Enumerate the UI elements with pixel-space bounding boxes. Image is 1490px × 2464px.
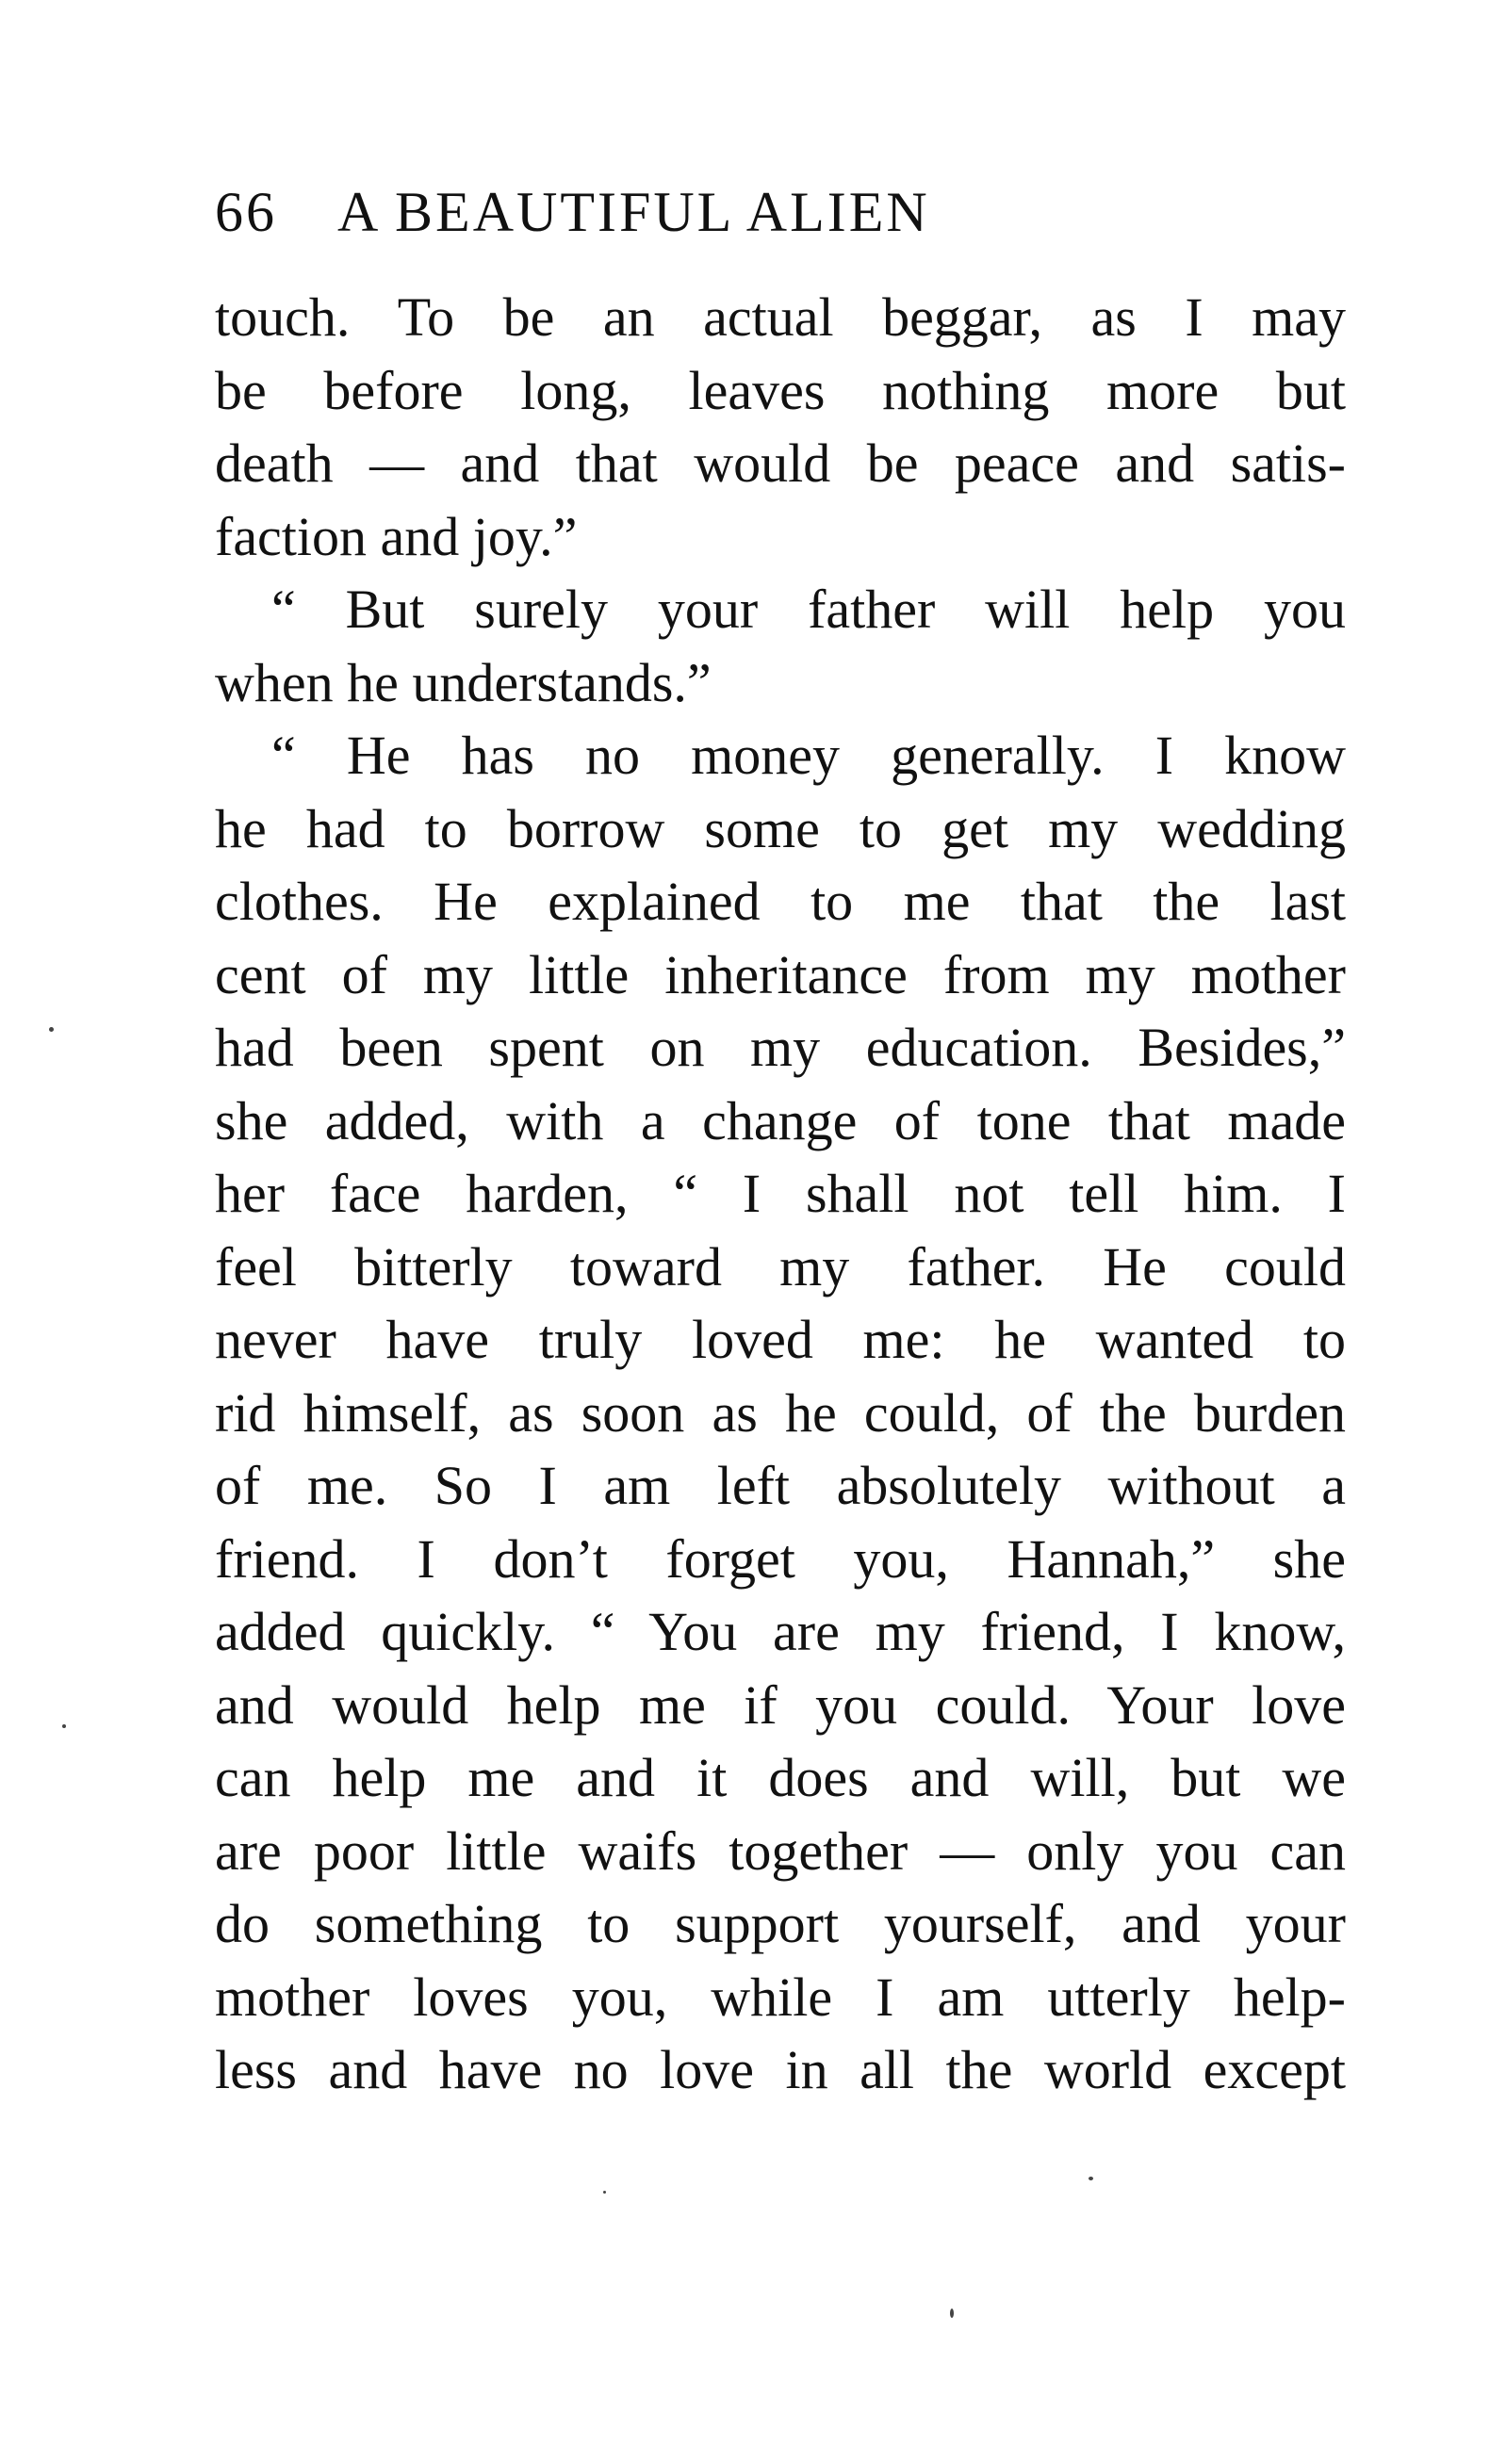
text-line: friend. I don’t forget you, Hannah,” she [215, 1527, 1346, 1590]
text-line: added quickly. “ You are my friend, I know, [215, 1601, 1346, 1662]
text-line: had been spent on my education. Besides,” [215, 1017, 1346, 1078]
text-line: mother loves you, while I am utterly help- [215, 1966, 1346, 2028]
text-line: rid himself, as soon as he could, of the burden [215, 1381, 1346, 1444]
text-line: less and have no love in all the world except [215, 2039, 1346, 2100]
text-line: cent of my little inheritance from my mother [215, 943, 1346, 1005]
text-line: when he understands.” [215, 651, 712, 713]
body-text [215, 281, 1346, 2107]
page-number: 66 [215, 181, 277, 243]
scan-speck [49, 1027, 54, 1032]
text-line: are poor little waifs together — only you can [215, 1819, 1346, 1882]
text-line: “ He has no money generally. I know [271, 725, 1346, 786]
scan-speck [62, 1724, 66, 1728]
book-title: A BEAUTIFUL ALIEN [337, 181, 930, 243]
text-line: and would help me if you could. Your love [215, 1673, 1346, 1736]
text-line: faction and joy.” [215, 505, 578, 567]
scan-speck [603, 2191, 606, 2194]
text-line: be before long, leaves nothing more but [215, 359, 1346, 421]
text-line: he had to borrow some to get my wedding [215, 797, 1346, 859]
text-line: never have truly loved me: he wanted to [215, 1309, 1346, 1370]
text-line: do something to support yourself, and your [215, 1893, 1346, 1954]
running-head [215, 174, 1346, 250]
text-line: can help me and it does and will, but we [215, 1747, 1346, 1808]
scan-speck [950, 2309, 954, 2318]
text-line: her face harden, “ I shall not tell him. I [215, 1163, 1346, 1224]
text-line: death — and that would be peace and satis- [215, 432, 1346, 494]
text-line: “ But surely your father will help you [271, 579, 1346, 640]
text-line: she added, with a change of tone that made [215, 1089, 1346, 1151]
text-line: touch. To be an actual beggar, as I may [215, 286, 1346, 348]
text-line: feel bitterly toward my father. He could [215, 1235, 1346, 1297]
scan-speck [1089, 2177, 1093, 2180]
text-line: clothes. He explained to me that the last [215, 871, 1346, 932]
text-line: of me. So I am left absolutely without a [215, 1455, 1346, 1516]
